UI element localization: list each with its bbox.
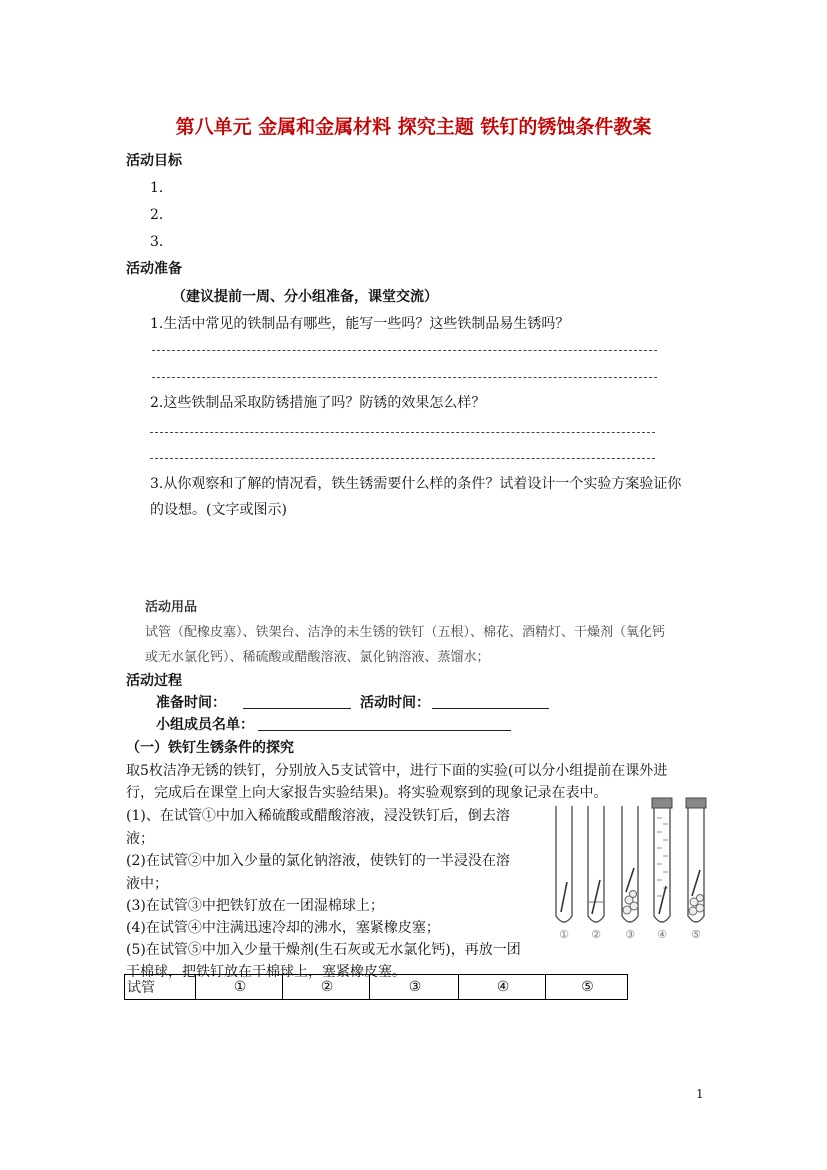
step-5-line-2: 干棉球，把铁钉放在干棉球上，塞紧橡皮塞。: [126, 964, 406, 980]
table-header-cell: ④: [459, 975, 546, 1000]
tube-label-5: ⑤: [691, 928, 701, 941]
supplies-line-1: 试管（配橡皮塞）、铁架台、洁净的未生锈的铁钉（五根）、棉花、酒精灯、干燥剂（氧化钙: [145, 625, 666, 640]
prep-time-field[interactable]: [243, 708, 351, 709]
question-3-line-1: 3.从你观察和了解的情况看，铁生锈需要什么样的条件？试着设计一个实验方案验证你: [150, 476, 682, 492]
table-row: [125, 975, 628, 1000]
step-2-line-1: (2)在试管②中加入少量的氯化钠溶液，使铁钉的一半浸没在溶: [126, 853, 510, 869]
answer-line-2a[interactable]: [150, 432, 655, 433]
goal-item-3: 3．: [150, 234, 173, 250]
section-1-heading: （一）铁钉生锈条件的探究: [126, 740, 294, 756]
tube-label-4: ④: [657, 928, 667, 941]
step-2-line-2: 液中；: [126, 876, 168, 892]
page-number: 1: [696, 1087, 704, 1101]
step-4: (4)在试管④中注满迅速冷却的沸水，塞紧橡皮塞；: [126, 920, 440, 936]
question-2: 2.这些铁制品采取防锈措施了吗？防锈的效果怎么样？: [150, 395, 486, 411]
section-1-intro-line-1: 取5枚洁净无锈的铁钉，分别放入5支试管中，进行下面的实验(可以分小组提前在课外进: [126, 763, 668, 779]
step-5-line-1: (5)在试管⑤中加入少量干燥剂(生石灰或无水氯化钙)，再放一团: [126, 942, 521, 958]
activity-time-label: 活动时间：: [360, 695, 430, 711]
tube-label-1: ①: [559, 928, 569, 941]
supplies-heading: 活动用品: [145, 600, 198, 615]
test-tube-5-icon: [686, 798, 706, 922]
step-3: (3)在试管③中把铁钉放在一团湿棉球上；: [126, 898, 384, 914]
activity-time-field[interactable]: [432, 708, 549, 709]
members-label: 小组成员名单：: [156, 717, 254, 733]
test-tube-4-icon: [652, 798, 672, 922]
goals-heading: 活动目标: [126, 153, 182, 169]
answer-line-1a[interactable]: [152, 350, 657, 351]
table-header-cell: 试管: [125, 975, 196, 1000]
test-tube-3-icon: [622, 806, 638, 922]
members-field[interactable]: [258, 730, 511, 731]
results-table: [124, 974, 628, 1000]
tube-label-3: ③: [625, 928, 635, 941]
step-1-line-2: 液；: [126, 831, 154, 847]
supplies-line-2: 或无水氯化钙）、稀硫酸或醋酸溶液、氯化钠溶液、蒸馏水；: [145, 650, 490, 665]
document-title: 第八单元 金属和金属材料 探究主题 铁钉的锈蚀条件教案: [175, 116, 652, 138]
test-tube-1-icon: [556, 806, 572, 922]
prep-time-label: 准备时间：: [156, 695, 226, 711]
process-heading: 活动过程: [126, 673, 182, 689]
answer-line-2b[interactable]: [150, 458, 655, 459]
goal-item-2: 2．: [150, 207, 173, 223]
section-1-intro-line-2: 行，完成后在课堂上向大家报告实验结果)。将实验观察到的现象记录在表中。: [126, 785, 608, 801]
tube-label-2: ②: [591, 928, 601, 941]
preparation-heading: 活动准备: [126, 261, 182, 277]
test-tubes-illustration: [548, 794, 718, 942]
preparation-note: （建议提前一周、分小组准备，课堂交流）: [172, 289, 438, 305]
step-1-line-1: (1)、在试管①中加入稀硫酸或醋酸溶液，浸没铁钉后，倒去溶: [126, 808, 510, 824]
table-header-cell: ①: [196, 975, 283, 1000]
table-header-cell: ③: [370, 975, 459, 1000]
question-3-line-2: 的设想。(文字或图示): [150, 502, 287, 518]
test-tube-2-icon: [588, 806, 604, 922]
answer-line-1b[interactable]: [152, 377, 657, 378]
table-header-cell: ⑤: [546, 975, 628, 1000]
goal-item-1: 1．: [150, 180, 173, 196]
table-header-cell: ②: [283, 975, 370, 1000]
question-1: 1.生活中常见的铁制品有哪些，能写一些吗？这些铁制品易生锈吗？: [150, 316, 570, 332]
